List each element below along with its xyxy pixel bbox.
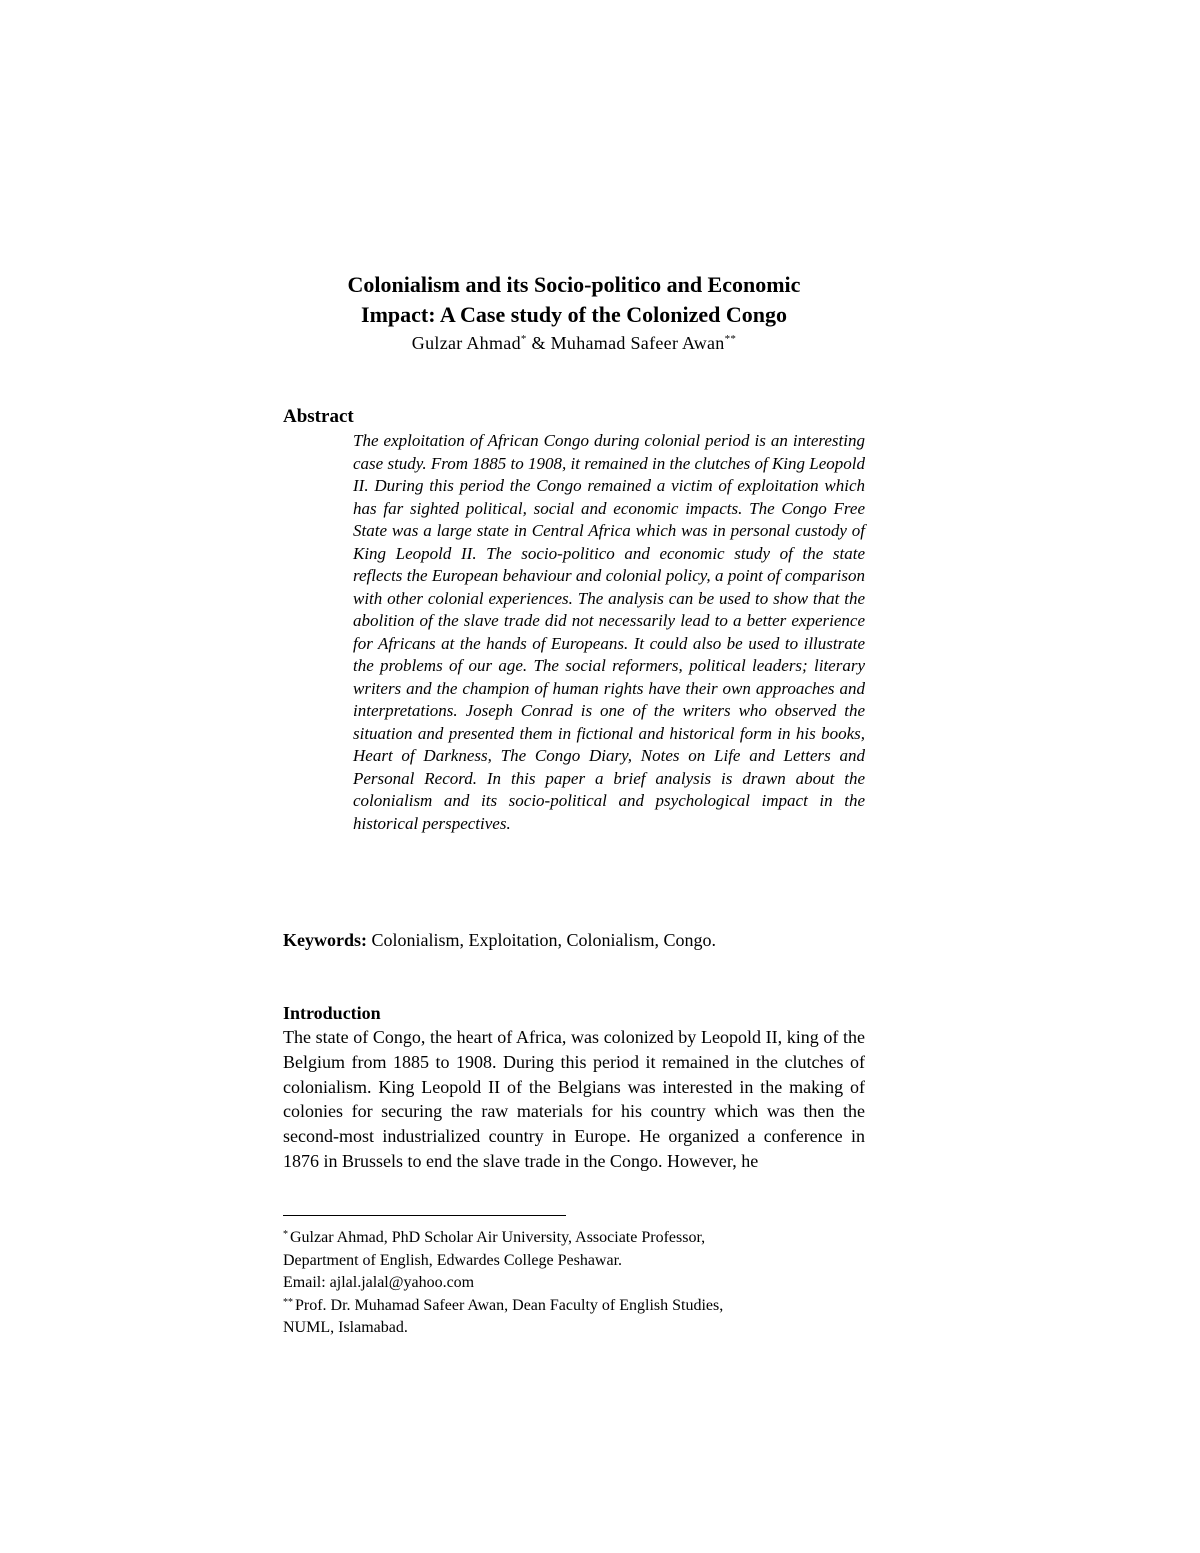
author-line	[283, 330, 865, 356]
footnote-2-mark: **	[283, 1296, 293, 1308]
footnote-2	[283, 1295, 865, 1318]
introduction-text: The state of Congo, the heart of Africa, was colonized by Leopold II, king of the Belgium from 1885 to 1908. During this period it remained in the clutches of colonialism. King Leopold II of the Belgians was interested in the making of colonies for securing the raw materials for his country which was then the second-most industrialized country in Europe. He organized a conference in 1876 in Brussels to end the slave trade in the Congo. However, he	[283, 1027, 865, 1171]
footnote-1	[283, 1227, 865, 1250]
author-1-footnote-mark[interactable]: *	[520, 333, 527, 345]
footnote-1-line-2: Department of English, Edwardes College Peshawar.	[283, 1251, 623, 1269]
footnote-1-mark: *	[283, 1229, 288, 1240]
author-1: Gulzar Ahmad	[411, 333, 521, 353]
footnotes	[283, 1227, 865, 1340]
title-line-1: Colonialism and its Socio-politico and Economic	[347, 272, 801, 297]
abstract-heading: Abstract	[283, 406, 354, 427]
title-line-2: Impact: A Case study of the Colonized Congo	[361, 302, 787, 327]
footnote-2-line-2: NUML, Islamabad.	[283, 1319, 408, 1336]
keywords	[283, 927, 865, 953]
footnote-1-line-1: Gulzar Ahmad, PhD Scholar Air University, Associate Professor,	[290, 1229, 706, 1246]
footnote-separator	[283, 1215, 566, 1216]
footnote-1-email[interactable]: Email: ajlal.jalal@yahoo.com	[283, 1274, 475, 1291]
paper-title	[283, 270, 865, 330]
abstract-text: The exploitation of African Congo during colonial period is an interesting case study. From 1885 to 1908, it remained in the clutches of King Leopold II. During this period the Congo remained a victim of exploitation which has far sighted political, social and economic impacts. The Congo Free State was a large state in Central Africa which was in personal custody of King Leopold II. The socio-politico and economic study of the state reflects the European behaviour and colonial policy, a point of comparison with other colonial experiences. The analysis can be used to show that the abolition of the slave trade did not necessarily lead to a better experience for Africans at the hands of Europeans. It could also be used to illustrate the problems of our age. The social reformers, political leaders; literary writers and the champion of human rights have their own approaches and interpretations. Joseph Conrad is one of the writers who observed the situation and presented them in fictional and historical form in his books, Heart of Darkness, The Congo Diary, Notes on Life and Letters and Personal Record. In this paper a brief analysis is drawn about the colonialism and its socio-political and psychological impact in the historical perspectives.	[353, 431, 865, 833]
introduction-heading: Introduction	[283, 1003, 381, 1023]
footnote-2-line-1: Prof. Dr. Muhamad Safeer Awan, Dean Faculty of English Studies,	[295, 1296, 724, 1314]
keywords-list: Colonialism, Exploitation, Colonialism, Congo.	[367, 930, 717, 950]
author-2: Muhamad Safeer Awan	[550, 333, 725, 353]
author-2-footnote-mark[interactable]: **	[724, 333, 737, 345]
keywords-label: Keywords:	[283, 930, 367, 950]
author-separator: &	[526, 333, 551, 353]
